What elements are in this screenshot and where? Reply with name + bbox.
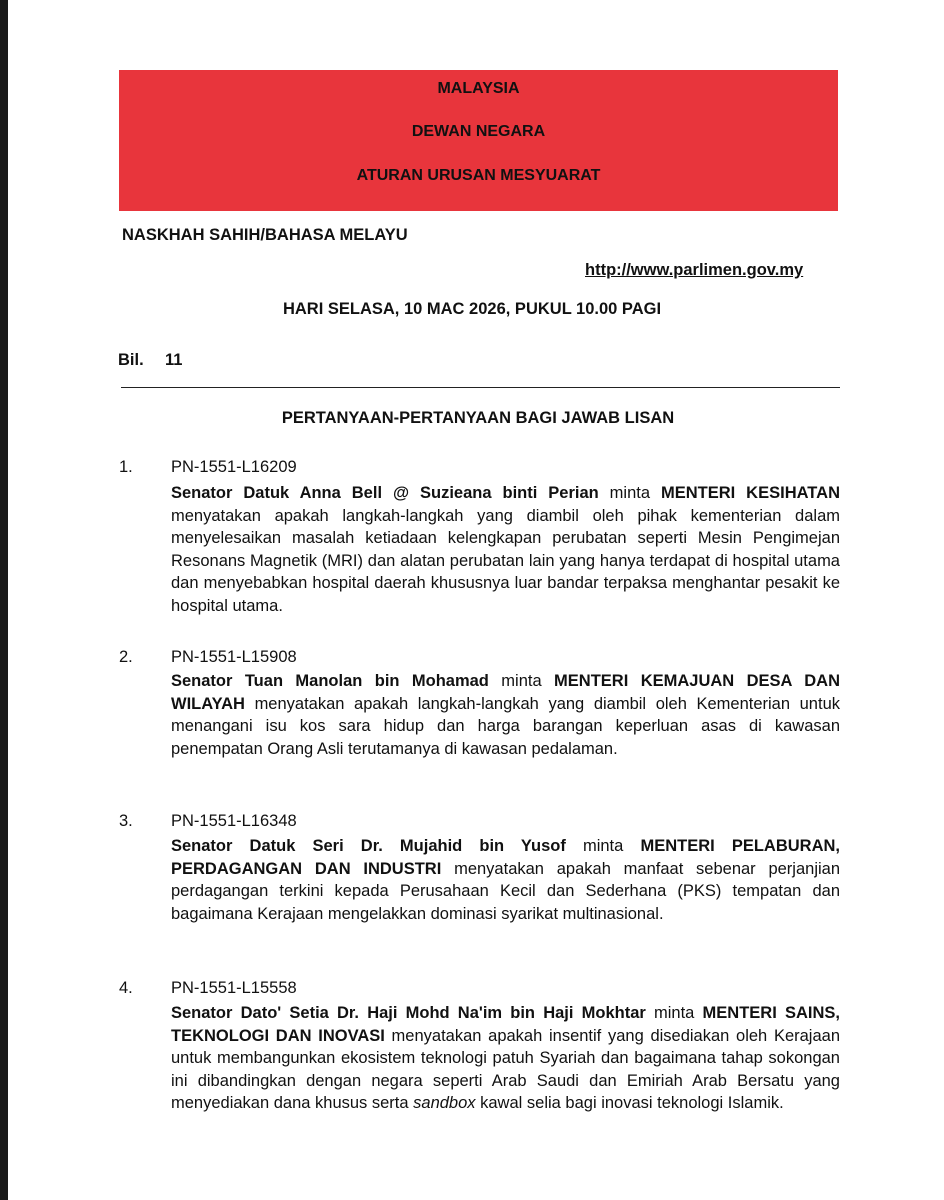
minister-name: MENTERI KEMAJUAN DESA DAN WILAYAH	[171, 672, 840, 713]
question-text: menyatakan apakah langkah-langkah yang diambil oleh Kementerian untuk menangani isu kos sara hidup dan harga barangan keperluan asas di kawasan penempatan Orang Asli terutamanya di kawasan pedalaman.	[171, 694, 840, 758]
question-body	[171, 482, 840, 617]
senator-name: Senator Datuk Seri Dr. Mujahid bin Yusof	[171, 837, 566, 855]
minister-name: MENTERI KESIHATAN	[660, 484, 840, 502]
senator-name: Senator Dato' Setia Dr. Haji Mohd Na'im bin Haji Mokhtar	[171, 1004, 646, 1022]
document-type: NASKHAH SAHIH/BAHASA MELAYU	[122, 226, 408, 244]
request-connector: minta	[645, 1004, 703, 1022]
section-title: PERTANYAAN-PERTANYAAN BAGI JAWAB LISAN	[281, 409, 675, 427]
question-reference: PN-1551-L16209	[171, 458, 297, 476]
header-order-paper: ATURAN URUSAN MESYUARAT	[356, 167, 601, 184]
question-reference: PN-1551-L16348	[171, 812, 297, 830]
question-reference: PN-1551-L15558	[171, 979, 297, 997]
minister-name: MENTERI PELABURAN, PERDAGANGAN DAN INDUSTRI	[171, 837, 840, 878]
request-connector: minta	[598, 484, 661, 502]
question-text-end: kawal selia bagi inovasi teknologi Islamik.	[475, 1094, 784, 1112]
bil-number: 11	[165, 351, 183, 369]
header-banner	[119, 70, 838, 211]
question-number: 2.	[119, 648, 133, 666]
question-number: 1.	[119, 458, 133, 476]
question-text: menyatakan apakah manfaat sebenar perjanjian perdagangan terkini kepada Perusahaan Kecil dan Sederhana (PKS) tempatan dan bagaimana Kerajaan mengelakkan dominasi syarikat multinasional.	[171, 859, 841, 923]
session-datetime: HARI SELASA, 10 MAC 2026, PUKUL 10.00 PAGI	[282, 300, 662, 318]
question-body	[171, 835, 840, 925]
header-country: MALAYSIA	[437, 80, 520, 97]
italic-term: sandbox	[413, 1094, 476, 1112]
senator-name: Senator Tuan Manolan bin Mohamad	[171, 672, 489, 690]
minister-name: MENTERI SAINS, TEKNOLOGI DAN INOVASI	[171, 1004, 840, 1045]
website-link[interactable]: http://www.parlimen.gov.my	[585, 261, 804, 279]
question-body	[171, 670, 840, 760]
request-connector: minta	[565, 837, 641, 855]
question-number: 3.	[119, 812, 133, 830]
question-number: 4.	[119, 979, 133, 997]
question-text: menyatakan apakah insentif yang disediakan oleh Kerajaan untuk membangunkan ekosistem teknologi patuh Syariah dan bagaimana tahap sokongan ini dibandingkan dengan negara seperti Arab Saudi dan Emiriah Arab Bersatu yang menyediakan dana khusus serta	[171, 1026, 840, 1112]
page-left-edge	[0, 0, 8, 1200]
senator-name: Senator Datuk Anna Bell @ Suzieana binti Perian	[171, 484, 599, 502]
request-connector: minta	[488, 672, 555, 690]
section-divider	[121, 387, 840, 388]
bil-label: Bil.	[118, 351, 144, 369]
question-body	[171, 1002, 840, 1115]
question-text: menyatakan apakah langkah-langkah yang diambil oleh pihak kementerian dalam menyelesaikan masalah ketiadaan kelengkapan perubatan seperti Mesin Pengimejan Resonans Magnetik (MRI) dan alatan perubatan lain yang hanya terdapat di hospital utama dan menyebabkan hospital daerah khususnya luar bandar terpaksa menghantar pesakit ke hospital utama.	[171, 506, 840, 615]
header-house: DEWAN NEGARA	[411, 123, 546, 140]
question-reference: PN-1551-L15908	[171, 648, 297, 666]
